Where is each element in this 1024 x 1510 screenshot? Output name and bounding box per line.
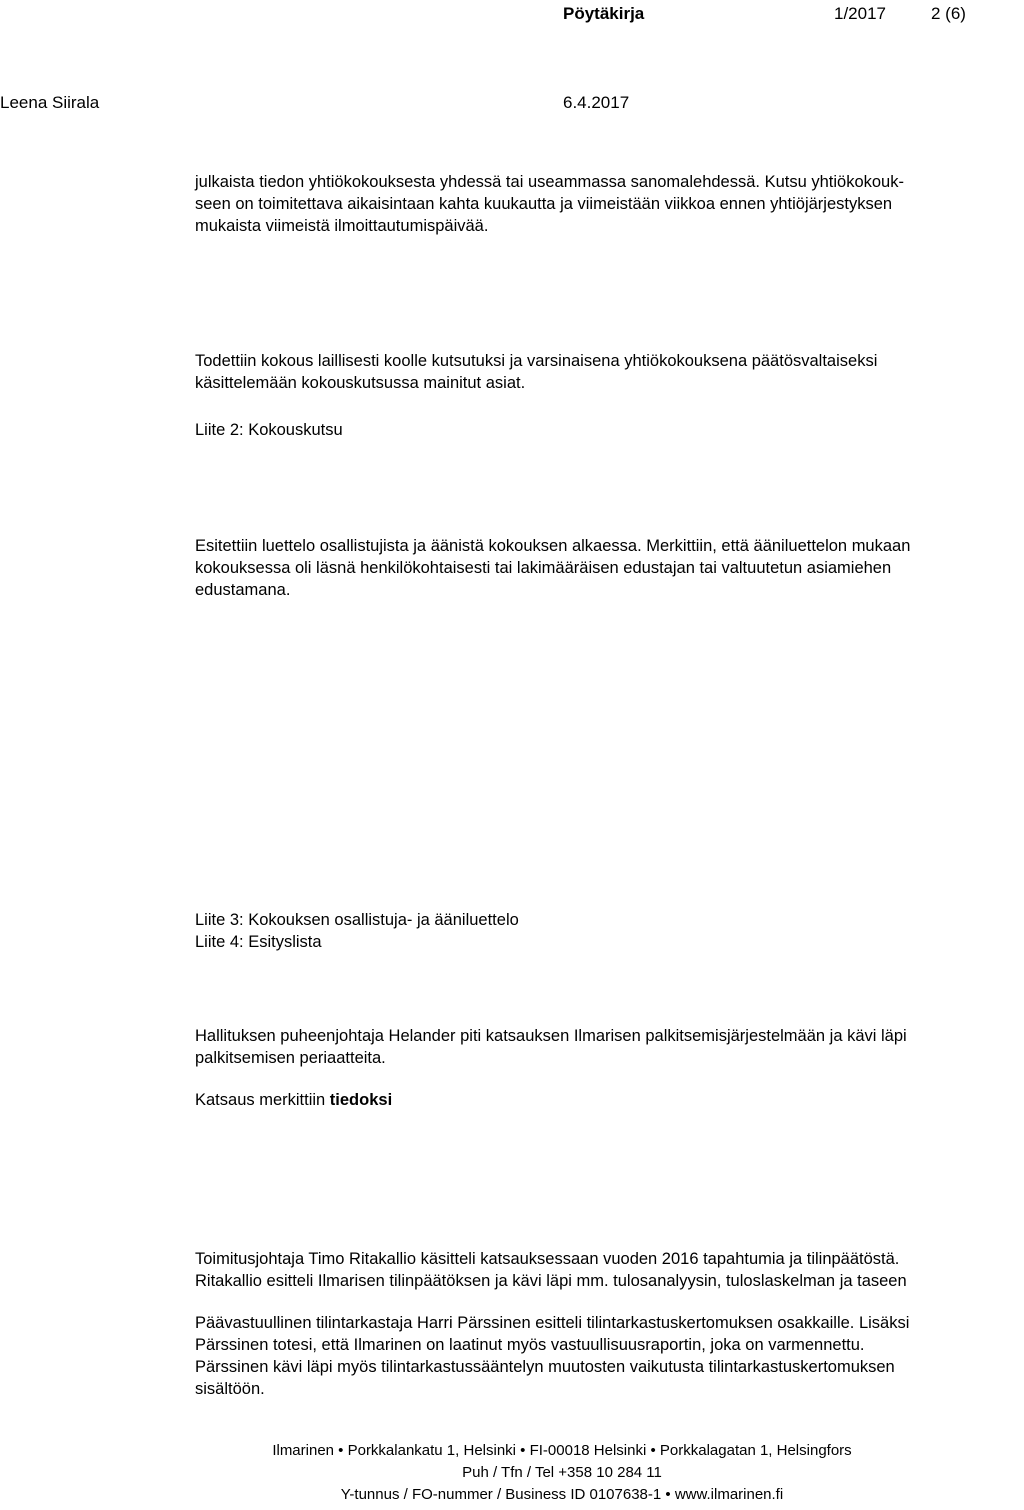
page-number: 2 (6) (931, 4, 966, 23)
attachments-list (195, 909, 1021, 953)
footer-address: Ilmarinen • Porkkalankatu 1, Helsinki • FI-00018 Helsinki • Porkkalagatan 1, Helsingfors (272, 1442, 852, 1459)
attachment-reference (195, 419, 1021, 441)
footer-phone: Puh / Tfn / Tel +358 10 284 11 (462, 1464, 662, 1481)
page-footer (150, 1440, 974, 1506)
text-line: Päävastuullinen tilintarkastaja Harri Pärssinen esitteli tilintarkastuskertomuksen osakkaille. Lisäksi (195, 1314, 910, 1332)
text-line: Pärssinen kävi läpi myös tilintarkastussääntelyn muutosten vaikutusta tilintarkastuskertomuksen (195, 1358, 895, 1376)
section-remuneration-review (195, 1025, 1021, 1069)
text-line: julkaista tiedon yhtiökokouksesta yhdessä tai useammassa sanomalehdessä. Kutsu yhtiökokouk- (195, 173, 904, 191)
text-line: seen on toimitettava aikaisintaan kahta kuukautta ja viimeistään viikkoa ennen yhtiöjärjestyksen (195, 195, 893, 213)
text-line: palkitsemisen periaatteita. (195, 1049, 386, 1067)
attachment-4-label: Liite 4: Esityslista (195, 933, 322, 951)
footer-business-id: Y-tunnus / FO-nummer / Business ID 0107638-1 • www.ilmarinen.fi (340, 1486, 784, 1503)
document-type: Pöytäkirja (563, 4, 645, 23)
text-line: Esitettiin luettelo osallistujista ja äänistä kokouksen alkaessa. Merkittiin, että ääniluettelon mukaan (195, 537, 911, 555)
section-auditor-report (195, 1312, 1021, 1400)
text-line: käsittelemään kokouskutsussa mainitut asiat. (195, 374, 526, 392)
section-quorum (195, 350, 1021, 394)
note-text: Katsaus merkittiin (195, 1091, 330, 1109)
attachment-3-label: Liite 3: Kokouksen osallistuja- ja ääniluettelo (195, 911, 519, 929)
attachment-2-label: Liite 2: Kokouskutsu (195, 421, 343, 439)
text-line: Hallituksen puheenjohtaja Helander piti katsauksen Ilmarisen palkitsemisjärjestelmään ja kävi läpi (195, 1027, 907, 1045)
section-participants (195, 535, 1021, 601)
text-line: edustamana. (195, 581, 291, 599)
text-line: kokouksessa oli läsnä henkilökohtaisesti tai lakimääräisen edustajan tai valtuutetun asiamiehen (195, 559, 892, 577)
document-date: 6.4.2017 (563, 93, 630, 112)
author-name: Leena Siirala (0, 93, 100, 112)
document-number: 1/2017 (834, 4, 886, 23)
note-emphasis: tiedoksi (329, 1091, 393, 1109)
section-ceo-review (195, 1248, 1021, 1292)
text-line: Ritakallio esitteli Ilmarisen tilinpäätöksen ja kävi läpi mm. tulosanalyysin, tuloslaskelman ja taseen (195, 1272, 907, 1290)
text-line: sisältöön. (195, 1380, 265, 1398)
review-note (195, 1089, 1021, 1111)
text-line: Pärssinen totesi, että Ilmarinen on laatinut myös vastuullisuusraportin, joka on varmennettu. (195, 1336, 865, 1354)
section-meeting-notice (195, 171, 1021, 237)
text-line: mukaista viimeistä ilmoittautumispäivää. (195, 217, 489, 235)
text-line: Todettiin kokous laillisesti koolle kutsutuksi ja varsinaisena yhtiökokouksena päätösvaltaiseksi (195, 352, 878, 370)
text-line: Toimitusjohtaja Timo Ritakallio käsitteli katsauksessaan vuoden 2016 tapahtumia ja tilinpäätöstä. (195, 1250, 900, 1268)
